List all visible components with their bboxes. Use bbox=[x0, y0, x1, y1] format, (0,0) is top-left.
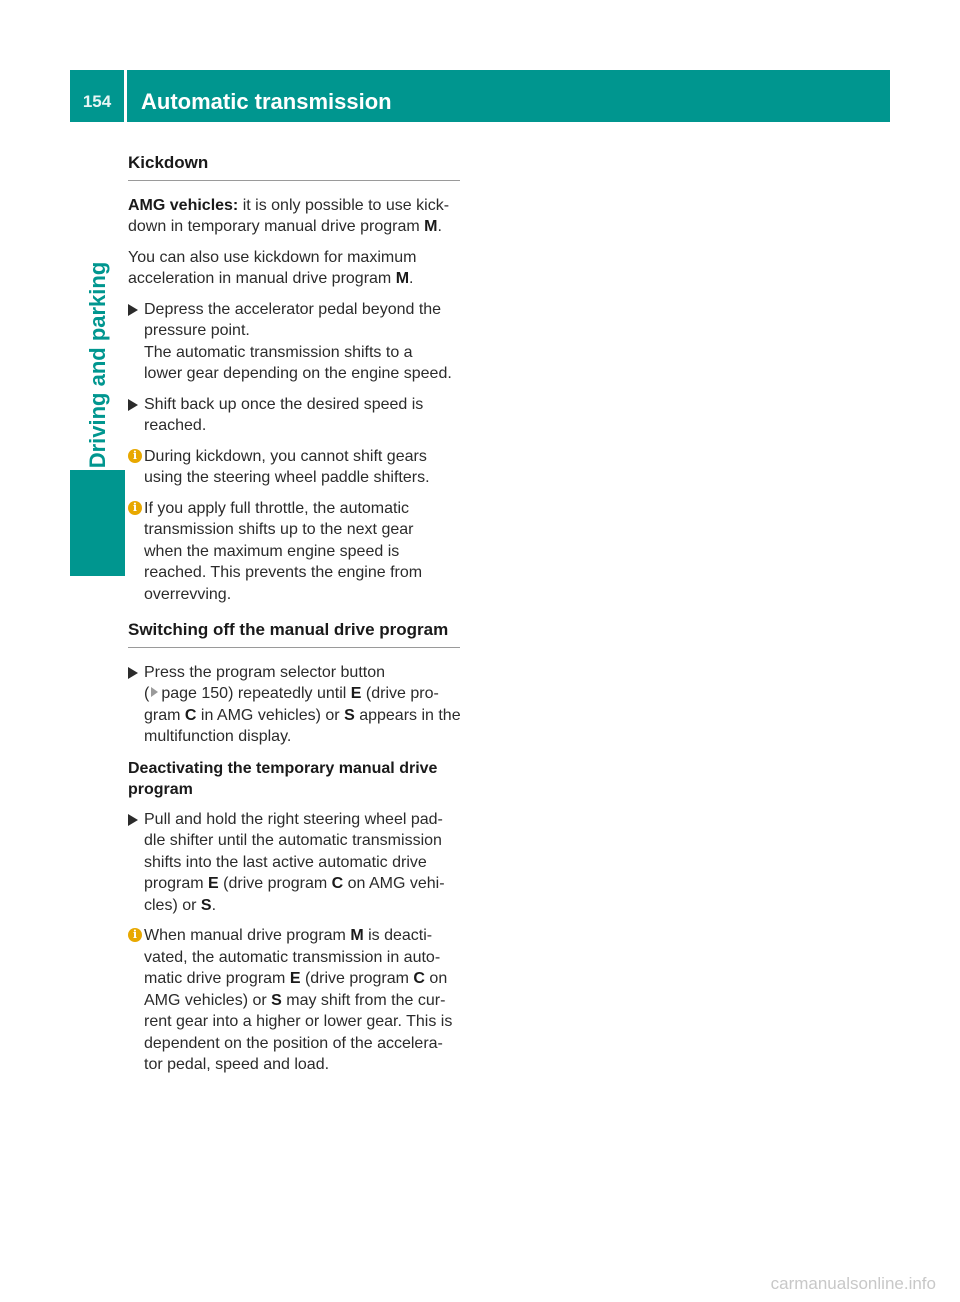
instruction-step: Press the program selector button ( page 150) repeatedly until E (drive pro- gram C in AMG vehicles) or S appears in the multifunction display. bbox=[128, 662, 460, 748]
arrow-right-icon bbox=[128, 399, 138, 411]
info-note: i During kickdown, you cannot shift gears using the steering wheel paddle shifters. bbox=[128, 446, 460, 489]
page-title: Automatic transmission bbox=[141, 89, 392, 114]
instruction-step: Shift back up once the desired speed is reached. bbox=[128, 394, 460, 437]
page-reference-icon bbox=[151, 687, 158, 697]
header-divider bbox=[124, 70, 127, 122]
info-note: i When manual drive program M is deacti- vated, the automatic transmission in auto- matic drive program E (drive program C on AMG vehicles) or S may shift from the cur- rent gear into a higher or lower gear. This is dependent on the position of the accelera- tor pedal, speed and load. bbox=[128, 925, 460, 1076]
page-number: 154 bbox=[82, 92, 112, 111]
info-icon: i bbox=[128, 501, 142, 515]
page-content bbox=[128, 138, 460, 1085]
section-title-switching-off: Switching off the manual drive program bbox=[128, 619, 460, 648]
subsection-title-deactivating: Deactivating the temporary manual drive program bbox=[128, 759, 438, 798]
watermark: carmanualsonline.info bbox=[770, 1274, 936, 1293]
side-tab-block bbox=[70, 470, 125, 576]
section-title-kickdown: Kickdown bbox=[128, 152, 460, 181]
info-icon: i bbox=[128, 928, 142, 942]
arrow-right-icon bbox=[128, 814, 138, 826]
instruction-step: Pull and hold the right steering wheel pad- dle shifter until the automatic transmission shifts into the last active automatic drive program E (drive program C on AMG vehi- cles) or S. bbox=[128, 809, 460, 917]
paragraph: AMG vehicles: it is only possible to use kick- down in temporary manual drive program M. bbox=[128, 196, 450, 235]
info-icon: i bbox=[128, 449, 142, 463]
side-tab-label: Driving and parking bbox=[85, 261, 110, 469]
arrow-right-icon bbox=[128, 304, 138, 316]
instruction-step: Depress the accelerator pedal beyond the pressure point. The automatic transmission shifts to a lower gear depending on the engine speed. bbox=[128, 299, 460, 385]
arrow-right-icon bbox=[128, 667, 138, 679]
info-note: i If you apply full throttle, the automatic transmission shifts up to the next gear when the maximum engine speed is reached. This prevents the engine from overrevving. bbox=[128, 498, 460, 606]
paragraph: You can also use kickdown for maximum acceleration in manual drive program M. bbox=[128, 248, 417, 287]
page-reference-link[interactable]: page 150) repeatedly until bbox=[161, 685, 351, 702]
